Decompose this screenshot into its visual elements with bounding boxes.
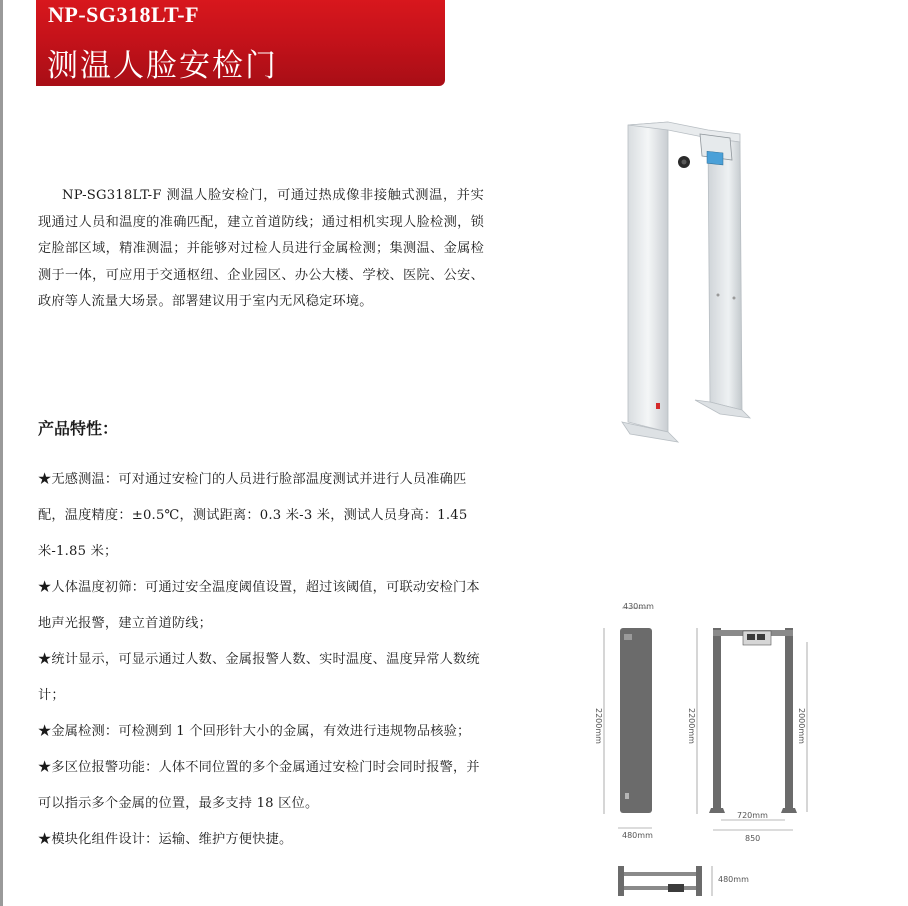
feature-item: ★多区位报警功能：人体不同位置的多个金属通过安检门时会同时报警，并可以指示多个金属的位置，最多支持 18 区位。 xyxy=(38,760,480,811)
side-depth-top-label: 430mm xyxy=(623,602,654,611)
features-list xyxy=(38,462,484,858)
model-number: NP-SG318LT-F xyxy=(48,2,200,27)
product-title: 测温人脸安检门 xyxy=(47,48,278,84)
front-view-drawing xyxy=(685,598,825,848)
feature-item: ★无感测温：可对通过安检门的人员进行脸部温度测试并进行人员准确匹配，温度精度：±0.5℃，测试距离：0.3 米-3 米，测试人员身高：1.45 米-1.85 米； xyxy=(38,472,468,559)
header-banner xyxy=(36,0,445,86)
side-height-label: 2200mm xyxy=(594,708,603,744)
intro-paragraph: NP-SG318LT-F 测温人脸安检门，可通过热成像非接触式测温，并实现通过人员和温度的准确匹配，建立首道防线；通过相机实现人脸检测，锁定脸部区域，精准测温；并能够对过检人员进行金属检测；集测温、金属检测于一体，可应用于交通枢纽、企业园区、办公大楼、学校、医院、公安、政府等人流量大场景。部署建议用于室内无风稳定环境。 xyxy=(38,188,484,309)
top-view-depth-label: 480mm xyxy=(718,875,749,884)
front-height-label: 2200mm xyxy=(687,708,696,744)
feature-item: ★模块化组件设计：运输、维护方便快捷。 xyxy=(38,832,293,847)
feature-item: ★金属检测：可检测到 1 个回形针大小的金属，有效进行违规物品核验； xyxy=(38,724,471,739)
top-view-drawing xyxy=(612,862,772,906)
side-view-drawing xyxy=(590,598,680,848)
outer-width-label: 850 xyxy=(745,834,761,843)
feature-item: ★统计显示，可显示通过人数、金属报警人数、实时温度、温度异常人数统计； xyxy=(38,652,480,703)
features-heading: 产品特性： xyxy=(38,419,119,438)
product-photo xyxy=(600,110,775,450)
inner-height-label: 2000mm xyxy=(797,708,806,744)
left-edge-rule xyxy=(0,0,3,906)
side-depth-bottom-label: 480mm xyxy=(622,831,653,840)
inner-width-label: 720mm xyxy=(737,811,768,820)
feature-item: ★人体温度初筛：可通过安全温度阈值设置，超过该阈值，可联动安检门本地声光报警，建立首道防线； xyxy=(38,580,480,631)
